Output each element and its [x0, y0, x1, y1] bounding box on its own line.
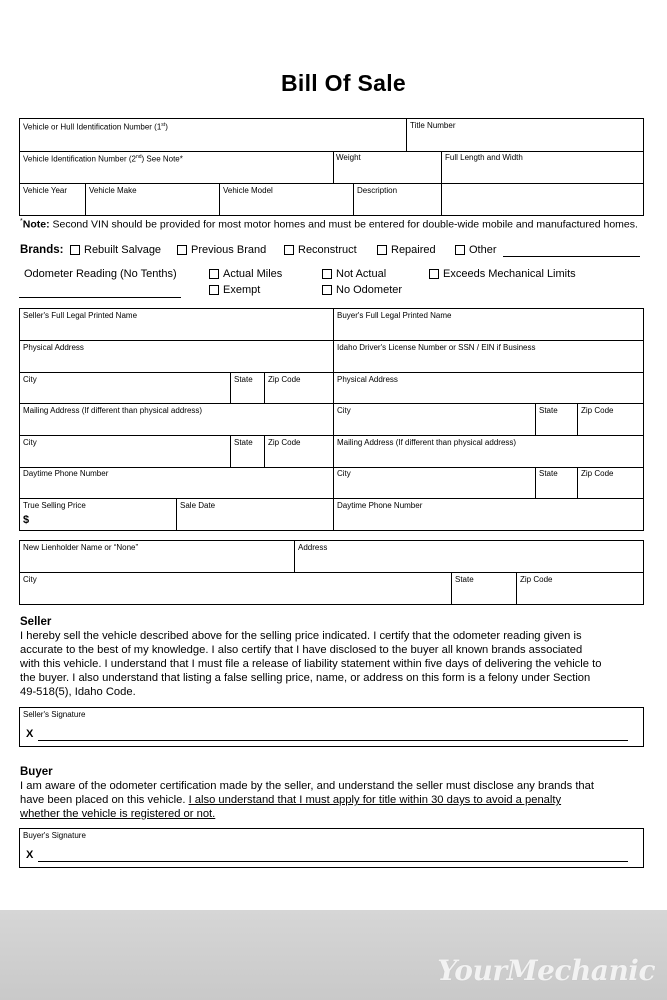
buyer-city2-field[interactable]: City [337, 469, 351, 478]
note-text: *Note: Second VIN should be provided for most motor homes and must be entered for double-wide mobile and manufactured homes. [20, 218, 638, 231]
vehicle-info-grid [19, 118, 644, 216]
lienholder-state-field[interactable]: State [455, 575, 474, 584]
buyer-sign-x: X [26, 849, 34, 861]
checkbox-icon[interactable] [322, 269, 332, 279]
seller-sign-x: X [26, 728, 34, 740]
seller-signature-line[interactable] [38, 740, 628, 741]
odometer-reading-line[interactable] [19, 297, 181, 298]
seller-city2-field[interactable]: City [23, 438, 37, 447]
vehicle-model-field[interactable]: Vehicle Model [223, 186, 273, 195]
buyer-city-field[interactable]: City [337, 406, 351, 415]
weight-field[interactable]: Weight [336, 153, 361, 162]
buyer-signature-box[interactable] [19, 828, 644, 868]
page-title: Bill Of Sale [280, 70, 407, 96]
lienholder-zip-field[interactable]: Zip Code [520, 575, 553, 584]
buyer-mailing-address-field[interactable]: Mailing Address (If different than physical address) [337, 438, 517, 447]
odometer-exempt[interactable]: Exempt [209, 284, 260, 296]
description-field[interactable]: Description [357, 186, 398, 195]
checkbox-icon[interactable] [455, 245, 465, 255]
seller-mailing-address-field[interactable]: Mailing Address (If different than physical address) [23, 406, 203, 415]
odometer-exceeds-limits[interactable]: Exceeds Mechanical Limits [429, 268, 576, 280]
seller-name-field[interactable]: Seller's Full Legal Printed Name [23, 311, 138, 320]
seller-heading: Seller [20, 616, 52, 628]
seller-zip-field[interactable]: Zip Code [268, 375, 301, 384]
buyer-name-field[interactable]: Buyer's Full Legal Printed Name [337, 311, 452, 320]
brand-other[interactable]: Other [455, 244, 497, 256]
checkbox-icon[interactable] [284, 245, 294, 255]
buyer-signature-line[interactable] [38, 861, 628, 862]
buyer-license-field[interactable]: Idaho Driver's License Number or SSN / EIN if Business [337, 343, 536, 352]
seller-statement: I hereby sell the vehicle described above for the selling price indicated. I certify that the odometer reading given is accurate to the best of my knowledge. I also certify that I have disclosed to the buyer all known brands associated with this vehicle. I understand that I must file a release of liability statement within five days of delivering the vehicle to the buyer. I also understand that listing a false selling price, name, or address on this form is a felony under Section 49-518(5), Idaho Code. [20, 630, 602, 698]
dollar-sign: $ [23, 514, 30, 526]
checkbox-icon[interactable] [429, 269, 439, 279]
hull-vin-field[interactable]: Vehicle or Hull Identification Number (1st) [23, 122, 168, 132]
buyer-zip2-field[interactable]: Zip Code [581, 469, 614, 478]
lienholder-name-field[interactable]: New Lienholder Name or “None” [23, 543, 139, 552]
checkbox-icon[interactable] [209, 269, 219, 279]
buyer-physical-address-field[interactable]: Physical Address [337, 375, 398, 384]
seller-state-field[interactable]: State [234, 375, 253, 384]
seller-phone-field[interactable]: Daytime Phone Number [23, 469, 109, 478]
brand-other-line[interactable] [503, 256, 640, 257]
selling-price-field[interactable]: True Selling Price [23, 501, 86, 510]
buyer-statement: I am aware of the odometer certification made by the seller, and understand the seller must disclose any brands that have been placed on this vehicle. I also understand that I must apply for title within 30 days to avoid a penalty whether the vehicle is registered or not. [20, 780, 594, 820]
buyer-heading: Buyer [20, 766, 53, 778]
buyer-signature-label: Buyer's Signature [23, 831, 86, 840]
checkbox-icon[interactable] [377, 245, 387, 255]
checkbox-icon[interactable] [209, 285, 219, 295]
seller-physical-address-field[interactable]: Physical Address [23, 343, 84, 352]
sale-date-field[interactable]: Sale Date [180, 501, 216, 510]
checkbox-icon[interactable] [322, 285, 332, 295]
seller-signature-box[interactable] [19, 707, 644, 747]
checkbox-icon[interactable] [70, 245, 80, 255]
buyer-state-field[interactable]: State [539, 406, 558, 415]
checkbox-icon[interactable] [177, 245, 187, 255]
odometer-actual-miles[interactable]: Actual Miles [209, 268, 282, 280]
buyer-zip-field[interactable]: Zip Code [581, 406, 614, 415]
odometer-label: Odometer Reading (No Tenths) [24, 268, 177, 280]
second-vin-field[interactable]: Vehicle Identification Number (2nd) See Note* [23, 154, 183, 164]
brand-rebuilt-salvage[interactable]: Rebuilt Salvage [70, 244, 161, 256]
brand-reconstruct[interactable]: Reconstruct [284, 244, 357, 256]
seller-zip2-field[interactable]: Zip Code [268, 438, 301, 447]
odometer-not-actual[interactable]: Not Actual [322, 268, 386, 280]
vehicle-year-field[interactable]: Vehicle Year [23, 186, 68, 195]
title-number-field[interactable]: Title Number [410, 121, 456, 130]
yourmechanic-watermark: YourMechanic [437, 954, 655, 987]
buyer-phone-field[interactable]: Daytime Phone Number [337, 501, 423, 510]
seller-city-field[interactable]: City [23, 375, 37, 384]
brand-repaired[interactable]: Repaired [377, 244, 436, 256]
buyer-state2-field[interactable]: State [539, 469, 558, 478]
seller-signature-label: Seller's Signature [23, 710, 86, 719]
odometer-no-odometer[interactable]: No Odometer [322, 284, 402, 296]
seller-state2-field[interactable]: State [234, 438, 253, 447]
brand-previous-brand[interactable]: Previous Brand [177, 244, 266, 256]
vehicle-make-field[interactable]: Vehicle Make [89, 186, 137, 195]
length-width-field[interactable]: Full Length and Width [445, 153, 523, 162]
lienholder-city-field[interactable]: City [23, 575, 37, 584]
brands-label: Brands: [20, 244, 64, 256]
lienholder-address-field[interactable]: Address [298, 543, 328, 552]
